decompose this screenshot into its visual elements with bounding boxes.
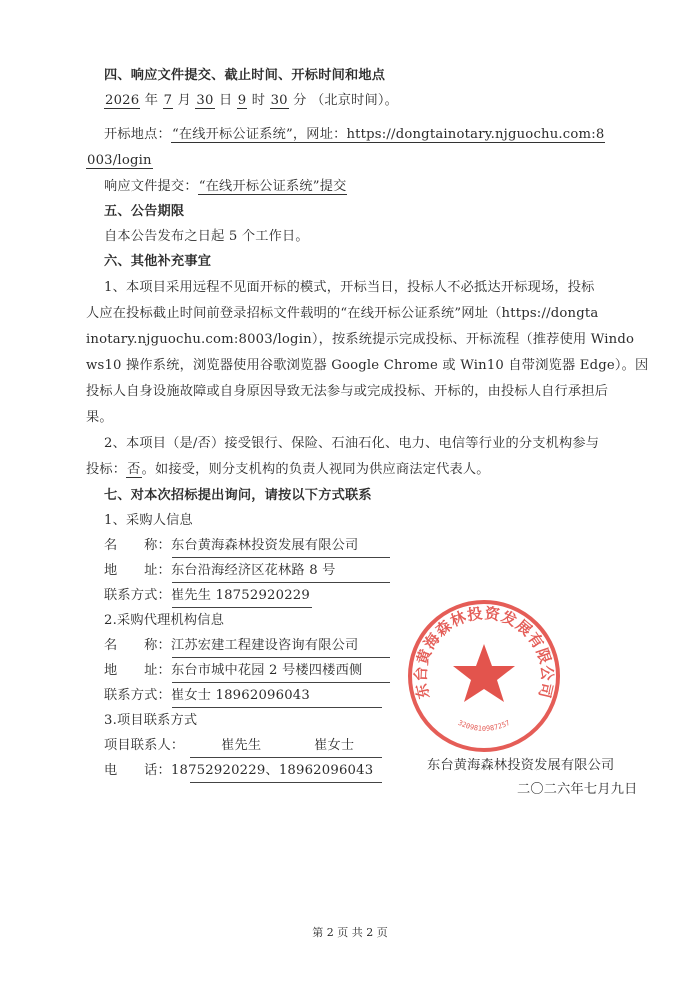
agency-addr: 东台市城中花园 2 号楼四楼西侧 bbox=[170, 663, 363, 678]
venue-url-continuation bbox=[86, 152, 153, 170]
company-seal-icon bbox=[404, 596, 564, 756]
venue-label: 开标地点： bbox=[104, 127, 171, 142]
purchaser-addr-underline bbox=[172, 582, 390, 583]
project-phone: 18752920229、18962096043 bbox=[170, 763, 374, 778]
signature-date: 二〇二六年七月九日 bbox=[517, 782, 638, 797]
deadline-minute: 30 bbox=[270, 93, 288, 108]
agency-addr-underline bbox=[172, 682, 390, 683]
section4-heading: 四、响应文件提交、截止时间、开标时间和地点 bbox=[104, 68, 386, 83]
project-person-label: 项目联系人： bbox=[104, 738, 185, 753]
deadline-hour-label: 时 bbox=[251, 93, 266, 108]
branch-answer: 否 bbox=[127, 462, 141, 477]
deadline-month: 7 bbox=[163, 93, 173, 108]
deadline-minute-label: 分 bbox=[293, 93, 307, 108]
deadline-hour: 9 bbox=[237, 93, 247, 108]
deadline-day: 30 bbox=[196, 93, 214, 108]
deadline-timezone: （北京时间）。 bbox=[310, 93, 399, 108]
section6-p2-line1: 2、本项目（是/否）接受银行、保险、石油石化、电力、电信等行业的分支机构参与 bbox=[104, 436, 600, 451]
project-phone-label: 电 话： bbox=[104, 763, 171, 778]
section7-heading: 七、对本次招标提出询问，请按以下方式联系 bbox=[104, 488, 372, 503]
purchaser-addr-label: 地 址： bbox=[104, 563, 171, 578]
venue-url-cont[interactable]: 003/login bbox=[87, 153, 152, 168]
submit-value: “在线开标公证系统”提交 bbox=[198, 179, 347, 194]
project-person-underline bbox=[190, 757, 382, 758]
section6-p1-line2: 人应在投标截止时间前登录招标文件载明的“在线开标公证系统”网址（https://dongta bbox=[86, 306, 599, 321]
agency-name-row bbox=[104, 637, 358, 655]
section6-p1-line3: inotary.njguochu.com:8003/login），按系统提示完成投标、开标流程（推荐使用 Windo bbox=[86, 332, 635, 347]
section5-heading: 五、公告期限 bbox=[104, 204, 185, 219]
seal-number: 3209810987257 bbox=[456, 718, 512, 733]
agency-name-underline bbox=[172, 657, 390, 658]
agency-addr-label: 地 址： bbox=[104, 663, 171, 678]
agency-contact-label: 联系方式： bbox=[104, 688, 171, 703]
section5-text: 自本公告发布之日起 5 个工作日。 bbox=[104, 229, 309, 244]
purchaser-contact-row bbox=[104, 587, 310, 605]
submit-line bbox=[104, 178, 347, 196]
project-phone-row bbox=[104, 762, 373, 780]
deadline-month-label: 月 bbox=[177, 93, 191, 108]
project-person-2: 崔女士 bbox=[314, 738, 355, 753]
purchaser-name-row bbox=[104, 537, 358, 555]
project-person-row bbox=[104, 737, 354, 755]
venue-line bbox=[104, 126, 605, 144]
section6-heading: 六、其他补充事宜 bbox=[104, 254, 212, 269]
agency-name-label: 名 称： bbox=[104, 638, 171, 653]
project-person-1: 崔先生 bbox=[221, 738, 262, 753]
purchaser-contact: 崔先生 18752920229 bbox=[170, 588, 310, 603]
signature-company: 东台黄海森林投资发展有限公司 bbox=[427, 758, 615, 773]
branch-label: 投标： bbox=[86, 462, 127, 477]
deadline-line bbox=[104, 92, 398, 110]
purchaser-addr: 东台沿海经济区花林路 8 号 bbox=[170, 563, 336, 578]
purchaser-name-label: 名 称： bbox=[104, 538, 171, 553]
purchaser-title: 1、采购人信息 bbox=[104, 513, 193, 528]
section6-p1-line4: ws10 操作系统，浏览器使用谷歌浏览器 Google Chrome 或 Win10 自带浏览器 Edge）。因 bbox=[86, 358, 649, 373]
submit-label: 响应文件提交： bbox=[104, 179, 198, 194]
purchaser-contact-label: 联系方式： bbox=[104, 588, 171, 603]
section6-p2-line2 bbox=[86, 461, 490, 479]
branch-note: 。如接受，则分支机构的负责人视同为供应商法定代表人。 bbox=[141, 462, 490, 477]
purchaser-addr-row bbox=[104, 562, 336, 580]
agency-contact: 崔女士 18962096043 bbox=[170, 688, 310, 703]
agency-contact-row bbox=[104, 687, 310, 705]
agency-contact-underline bbox=[172, 707, 382, 708]
project-title: 3.项目联系方式 bbox=[104, 713, 198, 728]
section6-p1-line1: 1、本项目采用远程不见面开标的模式，开标当日，投标人不必抵达开标现场，投标 bbox=[104, 280, 595, 295]
section6-p1-line5: 投标人自身设施故障或自身原因导致无法参与或完成投标、开标的，由投标人自行承担后 bbox=[86, 384, 609, 399]
agency-name: 江苏宏建工程建设咨询有限公司 bbox=[170, 638, 359, 653]
venue-system[interactable]: “在线开标公证系统”，网址：https://dongtainotary.njguochu.com:8 bbox=[171, 127, 605, 142]
agency-addr-row bbox=[104, 662, 362, 680]
page-footer: 第 2 页 共 2 页 bbox=[312, 926, 388, 939]
seal-text: 东台黄海森林投资发展有限公司 bbox=[411, 604, 557, 701]
project-phone-underline bbox=[190, 782, 382, 783]
deadline-day-label: 日 bbox=[218, 93, 233, 108]
purchaser-contact-underline bbox=[172, 607, 312, 608]
purchaser-name: 东台黄海森林投资发展有限公司 bbox=[170, 538, 359, 553]
agency-title: 2.采购代理机构信息 bbox=[104, 613, 225, 628]
deadline-year: 2026 bbox=[105, 93, 140, 108]
section6-p1-line6: 果。 bbox=[86, 410, 113, 425]
svg-text:3209810987257 bbox=[457, 719, 512, 733]
purchaser-name-underline bbox=[172, 557, 390, 558]
deadline-year-label: 年 bbox=[144, 93, 159, 108]
